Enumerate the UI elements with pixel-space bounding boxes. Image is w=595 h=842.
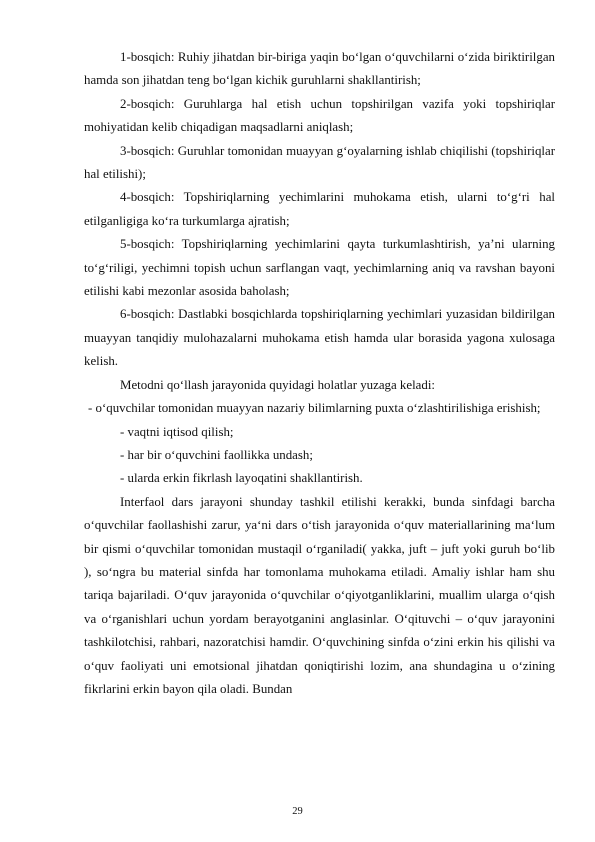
paragraph-interactive-lesson: Interfaol dars jarayoni shunday tashkil etilishi kerakki, bunda sinfdagi barcha o‘quvchilar faollashishi zarur, ya‘ni dars o‘tish jarayonida o‘quv materiallarining ma‘lum bir qismi o‘quvchilar tomonidan mustaqil o‘rganiladi( yakka, juft – juft yoki guruh bo‘lib ), so‘ngra bu material sinfda har tomonlama muhokama etiladi. Amaliy ishlar ham shu tariqa bajariladi. O‘quv jarayonida o‘quvchilar o‘qiyotganliklarini, muallim ularga o‘qish va o‘rganishlari uchun yordam berayotganini anglasinlar. O‘qituvchi – o‘quv jarayonini tashkilotchisi, rahbari, nazoratchisi hamdir. O‘quvchining sinfda o‘zini erkin his qilishi va o‘quv faoliyati uni emotsional jihatdan qoniqtirishi lozim, ana shundagina u o‘zining fikrlarini erkin bayon qila oladi. Bundan bbox=[84, 494, 555, 696]
paragraph-step-6: 6-bosqich: Dastlabki bosqichlarda topshiriqlarning yechimlari yuzasidan bildirilgan muayyan tanqidiy mulohazalarni muhokama etish hamda ular borasida yagona xulosaga kelish. bbox=[84, 307, 555, 369]
page-number: 29 bbox=[292, 806, 303, 817]
page-body bbox=[84, 46, 555, 701]
paragraph-step-5: 5-bosqich: Topshiriqlarning yechimlarini qayta turkumlashtirish, ya’ni ularning to‘g‘riligi, yechimni topish uchun sarflangan vaqt, yechimlarning aniq va ravshan bayoni etilishi kabi mezonlar asosida baholash; bbox=[84, 237, 555, 299]
paragraph-step-2: 2-bosqich: Guruhlarga hal etish uchun topshirilgan vazifa yoki topshiriqlar mohiyatidan kelib chiqadigan maqsadlarni aniqlash; bbox=[84, 96, 555, 135]
list-item: - vaqtni iqtisod qilish; bbox=[120, 424, 234, 439]
list-item-dash: - o‘quvchilar tomonidan muayyan nazariy bilimlarning puxta o‘zlashtirilishiga erishish; bbox=[88, 401, 541, 416]
paragraph-step-4: 4-bosqich: Topshiriqlarning yechimlarini muhokama etish, ularni to‘g‘ri hal etilganligiga ko‘ra turkumlarga ajratish; bbox=[84, 190, 555, 228]
list-item: - har bir o‘quvchini faollikka undash; bbox=[120, 447, 313, 462]
list-item: - ularda erkin fikrlash layoqatini shakllantirish. bbox=[120, 471, 363, 486]
paragraph-step-1: 1-bosqich: Ruhiy jihatdan bir-biriga yaqin bo‘lgan o‘quvchilarni o‘zida biriktirilgan hamda son jihatdan teng bo‘lgan kichik guruhlarni shakllantirish; bbox=[84, 50, 555, 88]
paragraph-step-3: 3-bosqich: Guruhlar tomonidan muayyan g‘oyalarning ishlab chiqilishi (topshiriqlar hal etilishi); bbox=[84, 143, 555, 182]
paragraph-intro-list: Metodni qo‘llash jarayonida quyidagi holatlar yuzaga keladi: bbox=[120, 377, 436, 392]
